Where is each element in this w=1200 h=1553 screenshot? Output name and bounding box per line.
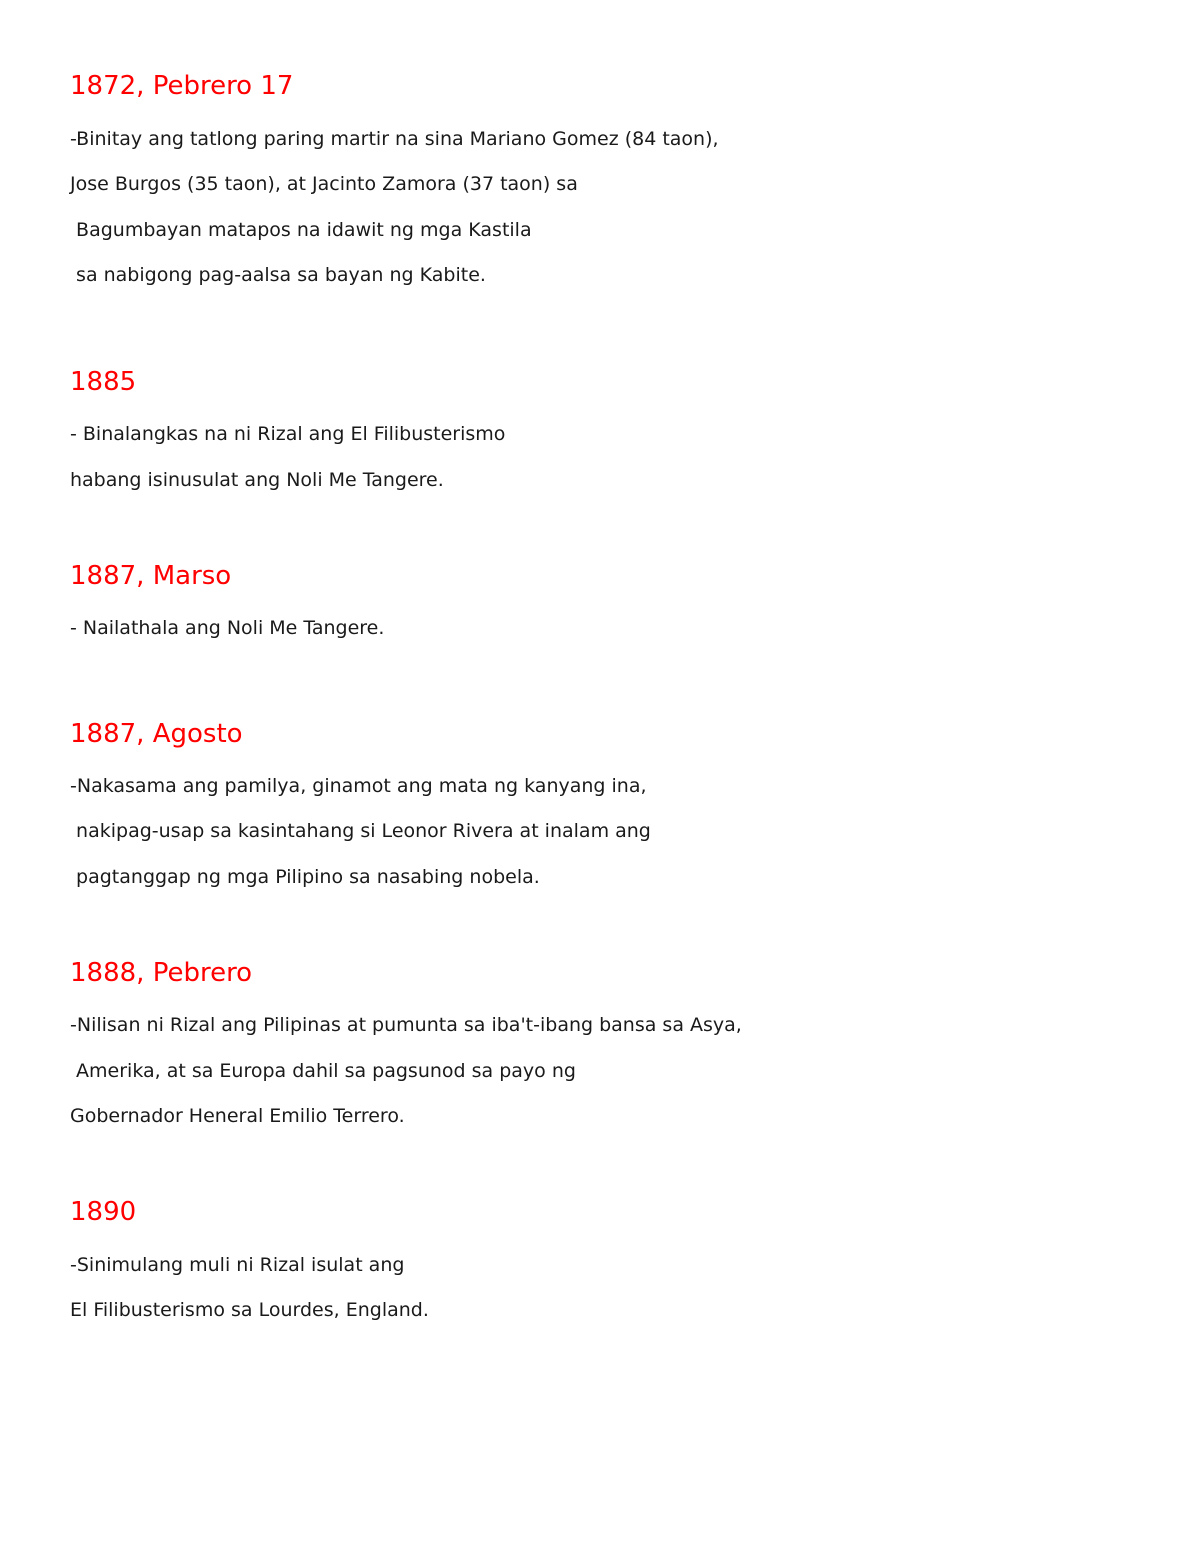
entry-line: pagtanggap ng mga Pilipino sa nasabing nobela. [70, 866, 540, 888]
entry-line: Gobernador Heneral Emilio Terrero. [70, 1105, 405, 1127]
entry-heading: 1890 [70, 1197, 137, 1227]
entry-line: -Binitay ang tatlong paring martir na sina Mariano Gomez (84 taon), [70, 128, 719, 150]
entry-line: -Nilisan ni Rizal ang Pilipinas at pumunta sa iba't-ibang bansa sa Asya, [70, 1014, 742, 1036]
entry-line: - Nailathala ang Noli Me Tangere. [70, 617, 385, 639]
entry-line: Amerika, at sa Europa dahil sa pagsunod sa payo ng [70, 1060, 576, 1082]
entry-heading: 1872, Pebrero 17 [70, 71, 294, 101]
entry-heading: 1888, Pebrero [70, 958, 253, 988]
entry-line: sa nabigong pag-aalsa sa bayan ng Kabite. [70, 264, 486, 286]
entry-line: El Filibusterismo sa Lourdes, England. [70, 1299, 429, 1321]
entry-line: -Nakasama ang pamilya, ginamot ang mata ng kanyang ina, [70, 775, 647, 797]
entry-heading: 1887, Marso [70, 561, 232, 591]
entry-heading: 1885 [70, 367, 137, 397]
entry-line: Bagumbayan matapos na idawit ng mga Kastila [70, 219, 532, 241]
entry-heading: 1887, Agosto [70, 719, 243, 749]
entry-line: -Sinimulang muli ni Rizal isulat ang [70, 1254, 405, 1276]
entry-line: - Binalangkas na ni Rizal ang El Filibusterismo [70, 423, 506, 445]
entry-line: habang isinusulat ang Noli Me Tangere. [70, 469, 444, 491]
entry-line: nakipag-usap sa kasintahang si Leonor Rivera at inalam ang [70, 820, 651, 842]
entry-line: Jose Burgos (35 taon), at Jacinto Zamora (37 taon) sa [70, 173, 578, 195]
